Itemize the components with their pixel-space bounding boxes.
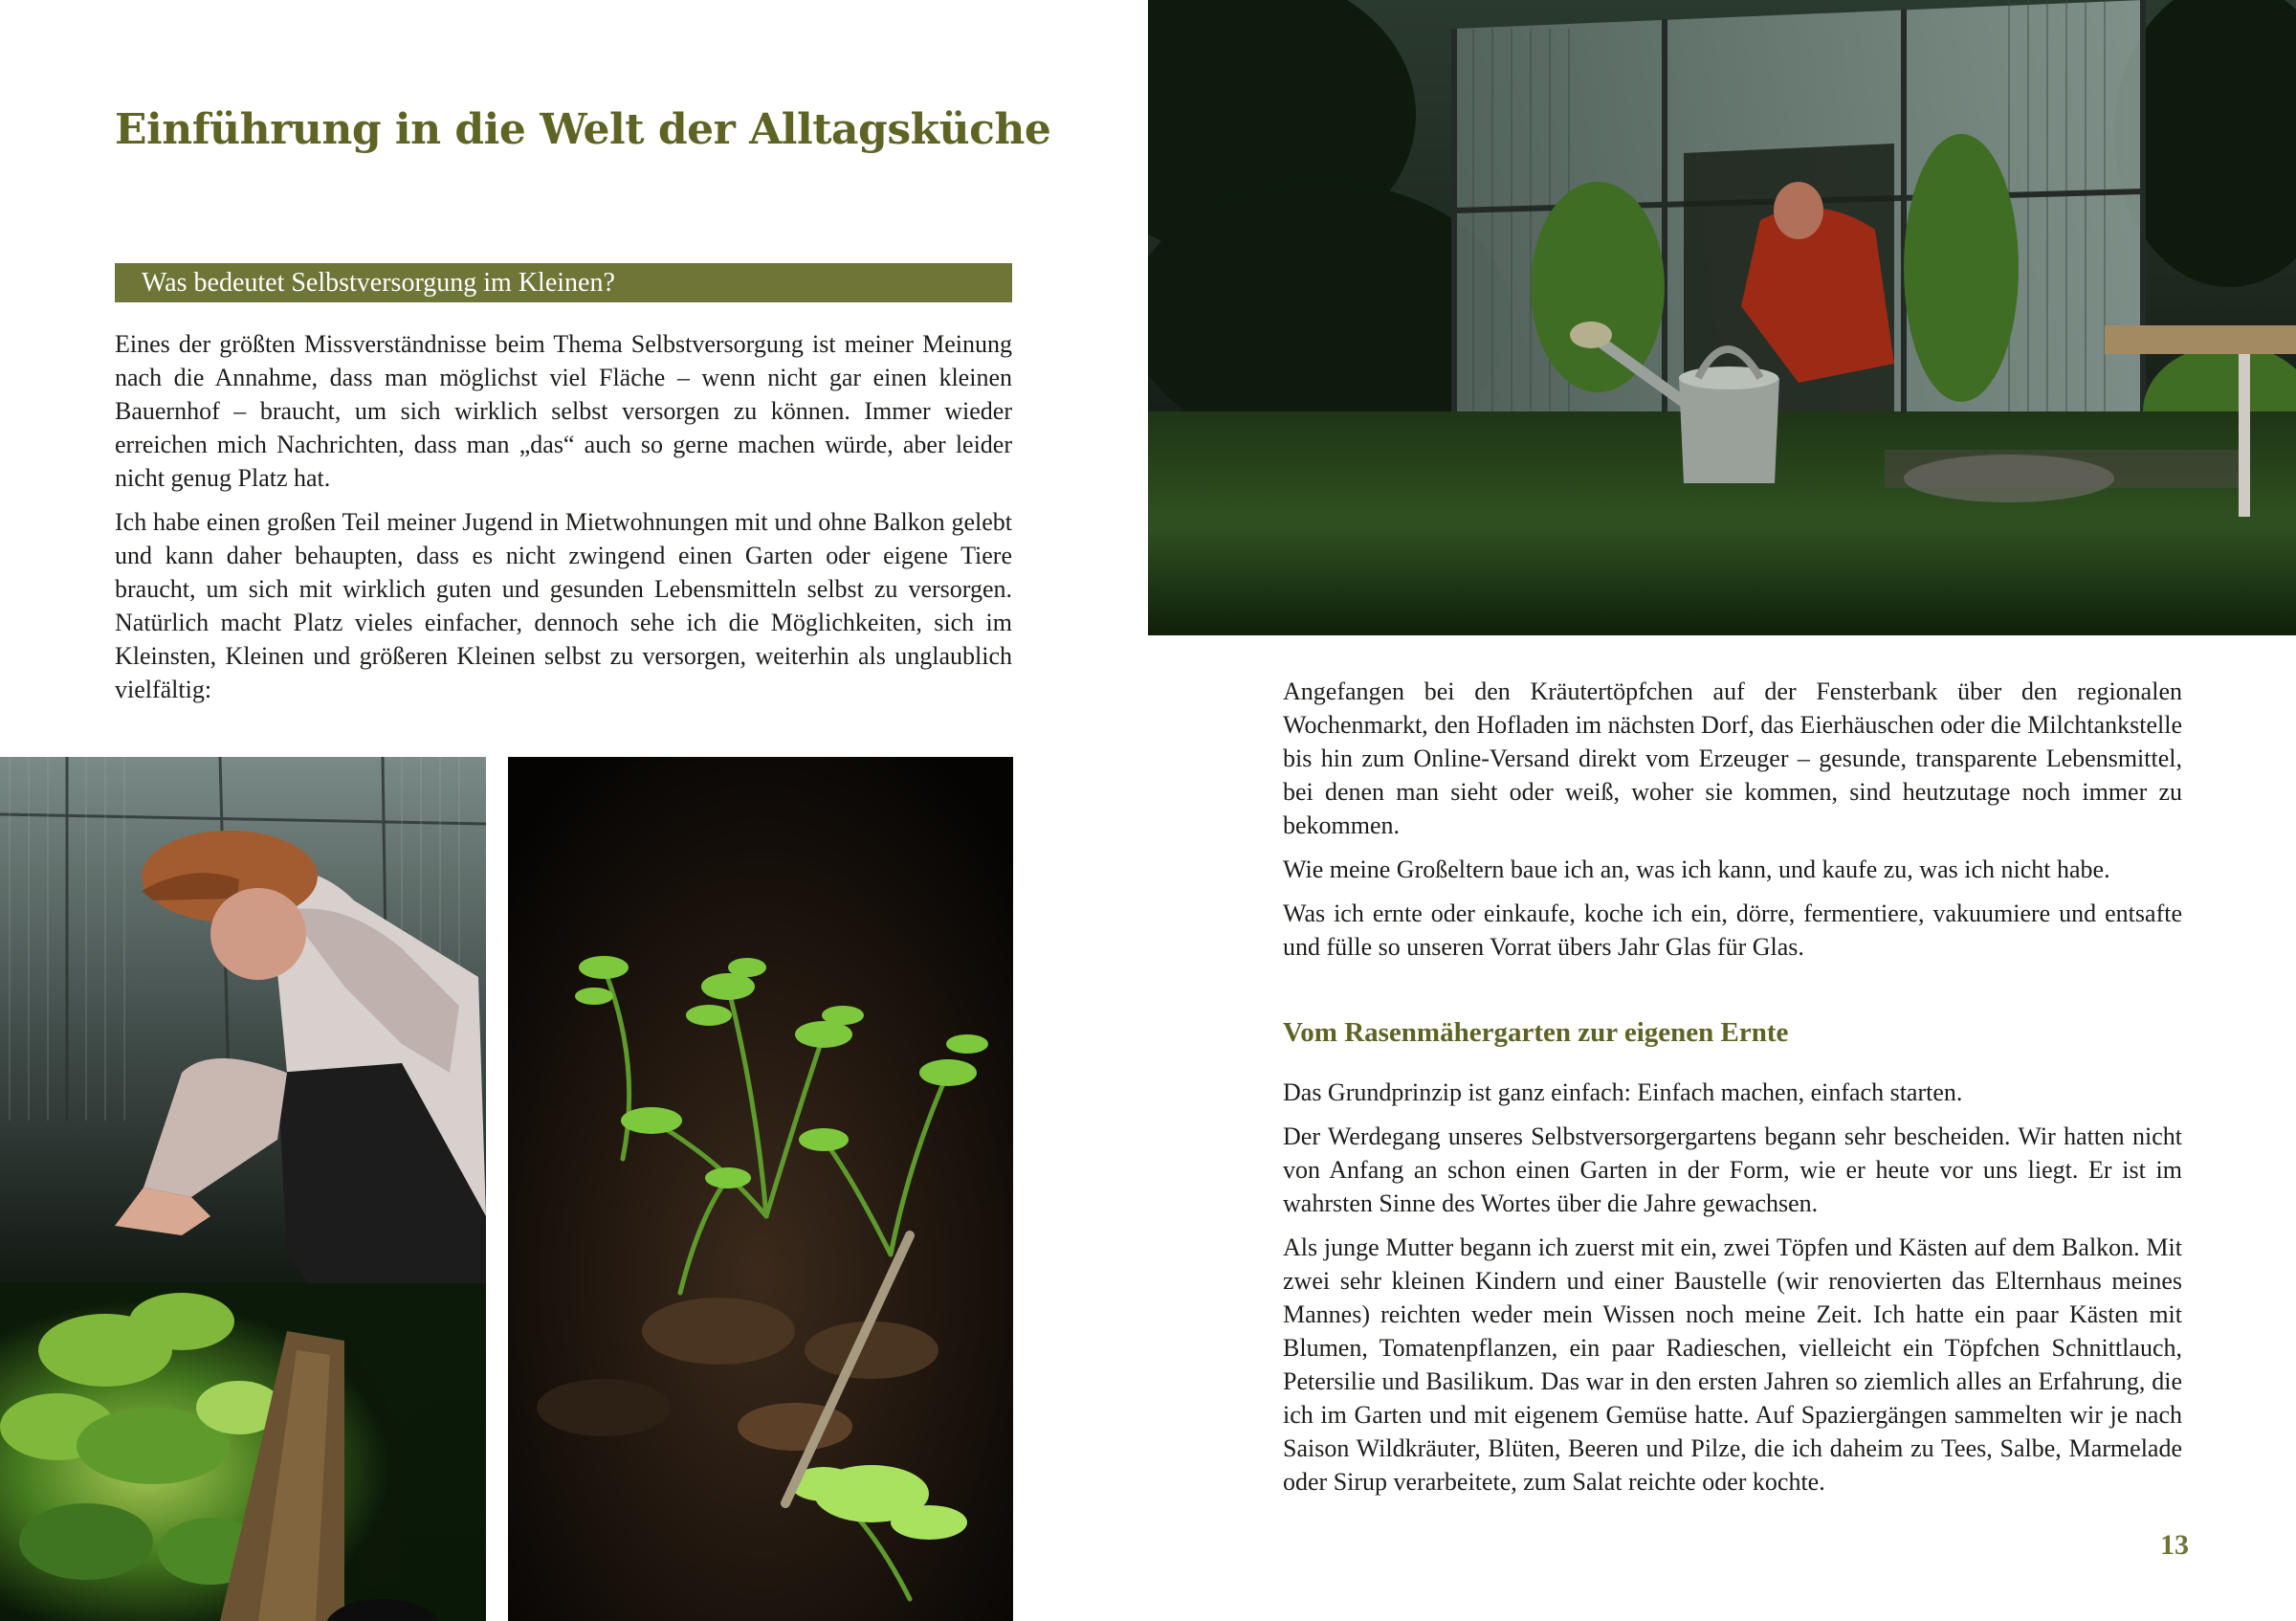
paragraph: Wie meine Großeltern baue ich an, was ich kann, und kaufe zu, was ich nicht habe. xyxy=(1283,855,2110,883)
page-title: Einführung in die Welt der Alltagsküche xyxy=(115,105,1051,154)
paragraph: Ich habe einen großen Teil meiner Jugend in Mietwohnungen mit und ohne Balkon gelebt und kann daher behaupten, dass es nicht zwingend einen Garten oder eigene Tiere braucht, um sich mit wirklich guten und gesunden Lebensmitteln selbst zu versorgen. Natürlich macht Platz vieles einfacher, dennoch sehe ich die Möglichkeiten, sich im Kleinsten, Kleinen und größeren Kleinen selbst zu versorgen, weiterhin als unglaublich vielfältig: xyxy=(115,508,1012,703)
carrot-seedlings-photo xyxy=(508,757,1013,1621)
paragraph: Angefangen bei den Kräutertöpfchen auf der Fensterbank über den regionalen Wochenmarkt, den Hofladen im nächsten Dorf, das Eierhäuschen oder die Milchtankstelle bis hin zum Online-Versand direkt vom Erzeuger – gesunde, transparente Lebensmittel, bei denen man sieht oder weiß, woher sie kommen, sind heutzutage noch immer zu bekommen. xyxy=(1283,677,2182,839)
paragraph: Das Grundprinzip ist ganz einfach: Einfach machen, einfach starten. xyxy=(1283,1078,1963,1106)
section-heading-bar xyxy=(115,263,1012,302)
body-text-left xyxy=(115,327,1012,717)
body-text-right-main xyxy=(1283,1076,2182,1509)
subheading: Vom Rasenmähergarten zur eigenen Ernte xyxy=(1283,1017,1789,1048)
body-text-right-intro xyxy=(1283,675,2182,974)
page-number: 13 xyxy=(2160,1529,2189,1561)
right-page xyxy=(1148,0,2296,1621)
paragraph: Als junge Mutter begann ich zuerst mit ein, zwei Töpfen und Kästen auf dem Balkon. Mit zwei sehr kleinen Kindern und einer Baustelle (wir renovierten das Elternhaus meines Mannes) reichten weder mein Wissen noch meine Zeit. Ich hatte ein paar Kästen mit Blumen, Tomatenpflanzen, ein paar Radieschen, vielleicht ein Töpfchen Schnittlauch, Petersilie und Basilikum. Das war in den ersten Jahren so ziemlich alles an Erfahrung, die ich im Garten und mit eigenem Gemüse hatte. Auf Spaziergängen sammelten wir je nach Saison Wildkräuter, Blüten, Beeren und Pilze, die ich daheim zu Tees, Salbe, Marmelade oder Sirup verarbeitete, zum Salat reichte oder kochte. xyxy=(1283,1233,2182,1496)
carrot-seedlings-image xyxy=(508,757,1013,1621)
greenhouse-photo xyxy=(1148,0,2296,635)
gardener-photo xyxy=(0,757,486,1621)
paragraph: Eines der größten Missverständnisse beim Thema Selbstversorgung ist meiner Meinung nach die Annahme, dass man möglichst viel Fläche – wenn nicht gar einen kleinen Bauernhof – braucht, um sich wirklich selbst versorgen zu können. Immer wieder erreichen mich Nachrichten, dass man „das“ auch so gerne machen würde, aber leider nicht genug Platz hat. xyxy=(115,330,1012,492)
paragraph: Was ich ernte oder einkaufe, koche ich ein, dörre, fermentiere, vakuumiere und entsafte und fülle so unseren Vorrat übers Jahr Glas für Glas. xyxy=(1283,899,2182,961)
greenhouse-image xyxy=(1148,0,2296,635)
gardener-image xyxy=(0,757,486,1621)
paragraph: Der Werdegang unseres Selbstversorgergartens begann sehr bescheiden. Wir hatten nicht von Anfang an schon einen Garten in der Form, wie er heute vor uns liegt. Er ist im wahrsten Sinne des Wortes über die Jahre gewachsen. xyxy=(1283,1122,2182,1217)
section-heading: Was bedeutet Selbstversorgung im Kleinen? xyxy=(142,268,615,298)
